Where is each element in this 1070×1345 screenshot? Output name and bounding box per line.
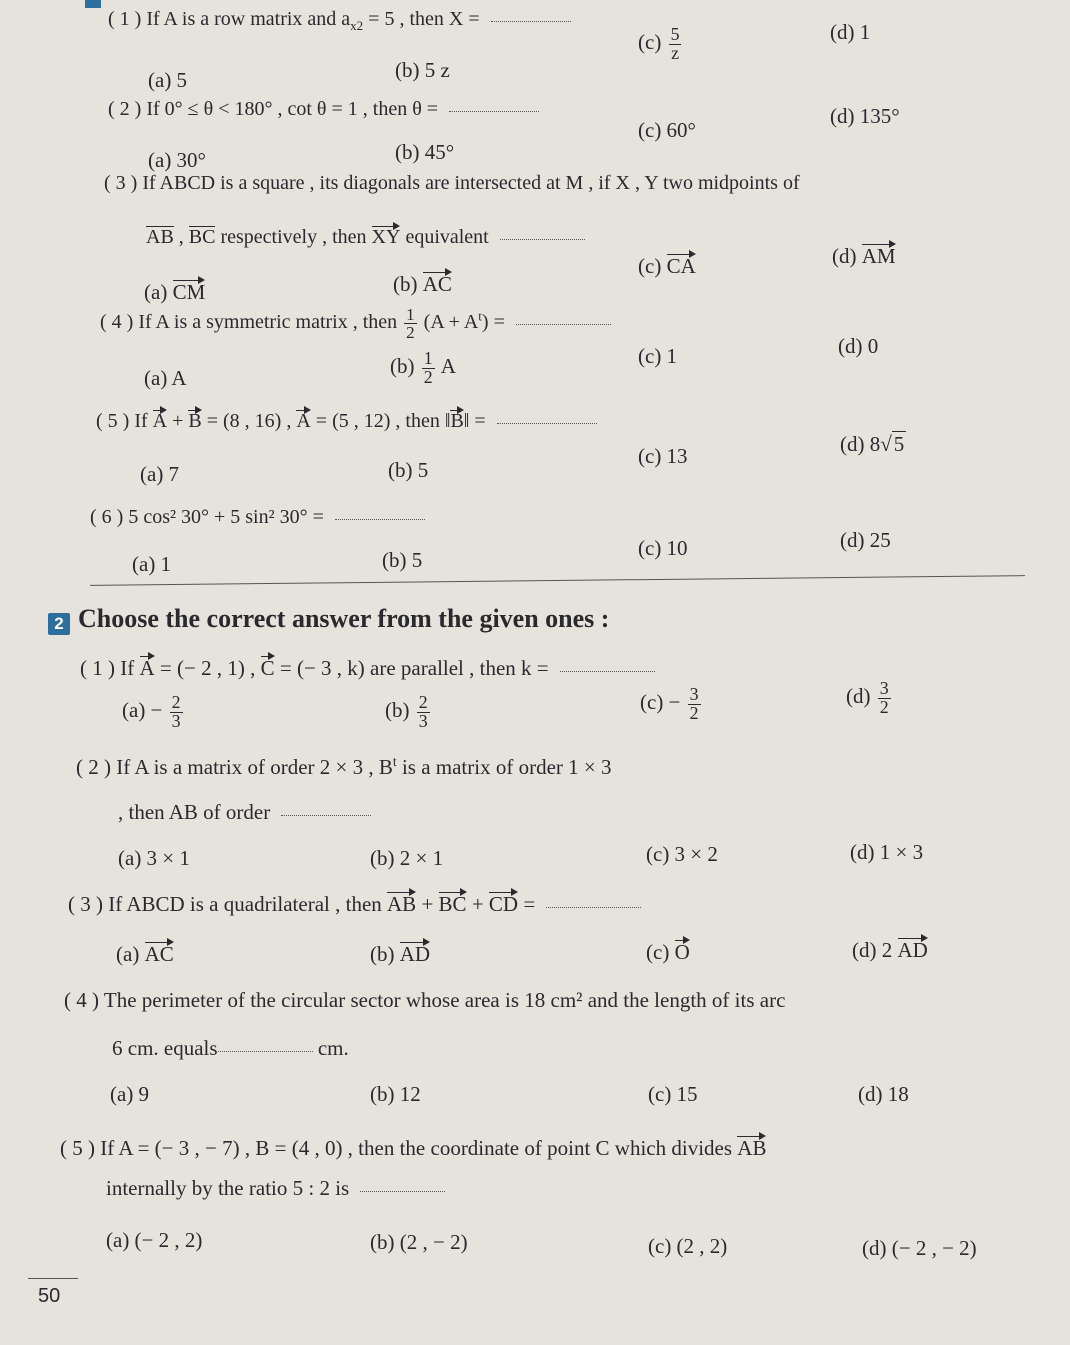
- q2-3-option-c[interactable]: (c) O: [646, 936, 690, 965]
- page-number-rule: [28, 1278, 78, 1279]
- page-number: 50: [38, 1285, 61, 1307]
- q1-5-option-b[interactable]: (b) 5: [388, 458, 429, 482]
- q2-1-option-a[interactable]: (a) − $\frac{2}{3}$: [122, 692, 181, 731]
- question-1-5: ( 5 ) If A + B = (8 , 16) , A = (5 , 12) , then ‖B‖ =: [96, 406, 597, 433]
- q1-3-option-c[interactable]: (c) CA: [638, 250, 696, 279]
- question-2-4-line2: 6 cm. equals cm.: [112, 1036, 349, 1060]
- q1-6-option-d[interactable]: (d) 25: [840, 528, 891, 552]
- q2-3-option-d[interactable]: (d) 2 AD: [852, 934, 928, 963]
- question-1-2: ( 2 ) If 0° ≤ θ < 180° , cot θ = 1 , then θ =: [108, 98, 539, 121]
- section-2-heading: 2 Choose the correct answer from the given ones :: [48, 604, 609, 635]
- question-1-3-line2: AB , BC respectively , then XY equivalent: [146, 222, 585, 249]
- question-2-5-line2: internally by the ratio 5 : 2 is: [106, 1176, 445, 1201]
- question-2-5-line1: ( 5 ) If A = (− 3 , − 7) , B = (4 , 0) , then the coordinate of point C which divides AB: [60, 1132, 766, 1161]
- q1-2-option-b[interactable]: (b) 45°: [395, 140, 455, 164]
- q1-1-option-c[interactable]: (c) $\frac{5}{z}$: [638, 24, 680, 63]
- question-2-2-line2: , then AB of order: [118, 800, 371, 825]
- q2-5-option-d[interactable]: (d) (− 2 , − 2): [862, 1236, 977, 1260]
- q2-4-option-a[interactable]: (a) 9: [110, 1082, 150, 1106]
- q1-4-option-c[interactable]: (c) 1: [638, 344, 678, 368]
- q1-6-option-a[interactable]: (a) 1: [132, 552, 172, 576]
- question-1-1: ( 1 ) If A is a row matrix and $a_{x2} = 5$ , then X =: [108, 8, 571, 34]
- q2-1-option-d[interactable]: (d) $\frac{3}{2}$: [846, 678, 889, 717]
- q1-1-option-b[interactable]: (b) 5 z: [395, 58, 450, 82]
- q2-3-option-b[interactable]: (b) AD: [370, 938, 430, 967]
- q2-2-option-c[interactable]: (c) 3 × 2: [646, 842, 718, 866]
- q1-3-option-b[interactable]: (b) AC: [393, 268, 452, 297]
- header-tab: [85, 0, 101, 8]
- question-2-2-line1: ( 2 ) If A is a matrix of order 2 × 3 , $B^t$ is a matrix of order 1 × 3: [76, 754, 612, 779]
- q1-2-option-c[interactable]: (c) 60°: [638, 118, 696, 142]
- q2-2-option-d[interactable]: (d) 1 × 3: [850, 840, 924, 864]
- question-2-3: ( 3 ) If ABCD is a quadrilateral , then AB + BC + CD =: [68, 888, 641, 917]
- q2-2-option-a[interactable]: (a) 3 × 1: [118, 846, 190, 870]
- question-1-6: ( 6 ) 5 cos² 30° + 5 sin² 30° =: [90, 506, 425, 529]
- q1-5-option-d[interactable]: (d) 8√5: [840, 432, 905, 456]
- q1-4-option-d[interactable]: (d) 0: [838, 334, 879, 358]
- question-1-4: ( 4 ) If A is a symmetric matrix , then $\frac{1}{2}$ $(A + A^t)$ =: [100, 306, 611, 341]
- q2-4-option-d[interactable]: (d) 18: [858, 1082, 909, 1106]
- q1-4-option-a[interactable]: (a) A: [144, 366, 187, 390]
- q2-2-option-b[interactable]: (b) 2 × 1: [370, 846, 444, 870]
- section-number-badge: 2: [48, 613, 70, 635]
- section-divider: [90, 575, 1025, 586]
- q1-1-option-d[interactable]: (d) 1: [830, 20, 871, 44]
- question-1-3-line1: ( 3 ) If ABCD is a square , its diagonals are intersected at M , if X , Y two midpoints of: [104, 172, 800, 194]
- sqrt-symbol: √5: [880, 432, 905, 456]
- q2-1-option-b[interactable]: (b) $\frac{2}{3}$: [385, 692, 428, 731]
- q1-3-option-d[interactable]: (d) AM: [832, 240, 896, 269]
- q1-3-option-a[interactable]: (a) CM: [144, 276, 205, 305]
- q1-2-option-d[interactable]: (d) 135°: [830, 104, 900, 128]
- q2-3-option-a[interactable]: (a) AC: [116, 938, 174, 967]
- q1-5-option-a[interactable]: (a) 7: [140, 462, 180, 486]
- q2-4-option-c[interactable]: (c) 15: [648, 1082, 698, 1106]
- q2-5-option-b[interactable]: (b) (2 , − 2): [370, 1230, 468, 1254]
- q2-1-option-c[interactable]: (c) − $\frac{3}{2}$: [640, 684, 699, 723]
- q1-5-option-c[interactable]: (c) 13: [638, 444, 688, 468]
- q1-1-option-a[interactable]: (a) 5: [148, 68, 188, 92]
- q2-5-option-a[interactable]: (a) (− 2 , 2): [106, 1228, 203, 1252]
- q2-5-option-c[interactable]: (c) (2 , 2): [648, 1234, 728, 1258]
- q1-2-option-a[interactable]: (a) 30°: [148, 148, 206, 172]
- q1-6-option-c[interactable]: (c) 10: [638, 536, 688, 560]
- q2-4-option-b[interactable]: (b) 12: [370, 1082, 421, 1106]
- question-2-1: ( 1 ) If A = (− 2 , 1) , C = (− 3 , k) are parallel , then k =: [80, 652, 655, 681]
- q1-6-option-b[interactable]: (b) 5: [382, 548, 423, 572]
- question-2-4-line1: ( 4 ) The perimeter of the circular sector whose area is 18 cm² and the length of its arc: [64, 988, 786, 1012]
- q1-4-option-b[interactable]: (b) $\frac{1}{2}$ A: [390, 348, 456, 387]
